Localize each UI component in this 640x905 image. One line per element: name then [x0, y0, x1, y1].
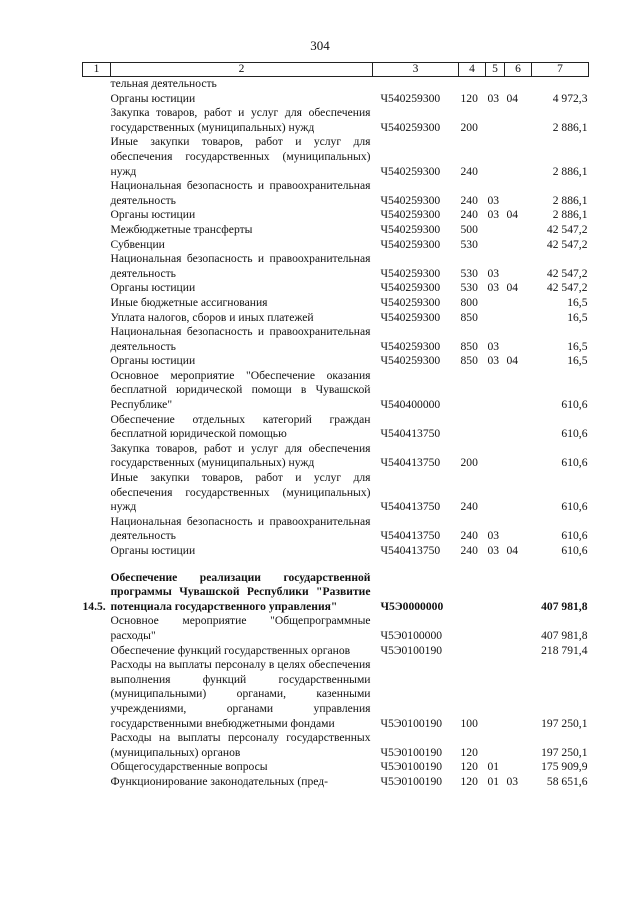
expense-type-cell: 240	[460, 208, 478, 222]
section-cell	[486, 614, 505, 643]
target-code-cell: Ч540413750	[380, 529, 441, 543]
amount-cell: 58 651,6	[546, 774, 588, 788]
amount-cell: 16,5	[567, 339, 588, 353]
row-name-cell: Органы юстиции	[110, 544, 196, 557]
table-row	[83, 775, 589, 790]
row-number-cell	[83, 179, 111, 208]
table-row	[83, 106, 589, 135]
amount-cell: 610,6	[561, 544, 588, 557]
expense-type-cell	[459, 369, 486, 413]
table-row	[83, 311, 589, 326]
subsection-cell	[505, 442, 532, 471]
table-row	[83, 471, 589, 515]
row-number-cell	[83, 544, 111, 559]
amount-cell: 175 909,9	[541, 760, 588, 774]
target-code-cell: Ч540259300	[380, 266, 441, 280]
row-number-cell	[83, 658, 111, 731]
row-number-cell	[83, 106, 111, 135]
header-cell: 5	[486, 63, 505, 77]
row-name-cell: Общегосударственные вопросы	[110, 760, 268, 774]
subsection-cell: 04	[506, 281, 519, 295]
table-row	[83, 644, 589, 659]
target-code-cell: Ч5Э0100190	[380, 745, 443, 759]
expense-type-cell: 240	[460, 193, 478, 207]
row-number-cell	[83, 311, 111, 326]
row-number-cell	[83, 325, 111, 354]
expense-type-cell: 500	[460, 222, 478, 236]
expense-type-cell: 800	[460, 295, 478, 309]
row-name-cell: Уплата налогов, сборов и иных платежей	[110, 310, 314, 324]
target-code-cell: Ч540259300	[380, 120, 441, 134]
expense-type-cell: 530	[460, 237, 478, 251]
amount-cell: 218 791,4	[541, 643, 588, 657]
amount-cell	[532, 77, 589, 92]
target-code-cell: Ч540259300	[380, 91, 441, 105]
subsection-cell	[505, 571, 532, 615]
row-name-cell: Национальная безопасность и правоохранительная деятельность	[110, 179, 371, 207]
subsection-cell	[505, 135, 532, 179]
row-number-cell	[83, 369, 111, 413]
amount-cell: 610,6	[561, 456, 588, 470]
expense-type-cell	[459, 614, 486, 643]
budget-table	[82, 62, 589, 790]
table-row	[83, 515, 589, 544]
page-number: 304	[310, 38, 330, 53]
subsection-cell	[505, 658, 532, 731]
target-code-cell: Ч5Э0100190	[380, 643, 443, 657]
target-code-cell: Ч540413750	[380, 544, 441, 557]
expense-type-cell	[459, 571, 486, 615]
section-cell	[486, 731, 505, 760]
target-code-cell: Ч540259300	[380, 339, 441, 353]
subsection-cell	[505, 760, 532, 775]
amount-cell: 16,5	[567, 310, 588, 324]
section-cell	[486, 77, 505, 92]
row-name-cell: Субвенции	[110, 237, 165, 251]
section-cell	[486, 135, 505, 179]
header-cell: 1	[83, 63, 111, 77]
expense-type-cell: 120	[460, 91, 478, 105]
table-row	[83, 369, 589, 413]
section-cell	[486, 442, 505, 471]
subsection-cell	[505, 106, 532, 135]
expense-type-cell: 240	[460, 164, 478, 178]
amount-cell: 197 250,1	[541, 745, 588, 759]
amount-cell: 197 250,1	[541, 716, 588, 730]
section-cell: 03	[487, 529, 500, 543]
row-number-cell	[83, 614, 111, 643]
row-name-cell: Органы юстиции	[110, 281, 196, 295]
subsection-cell	[505, 614, 532, 643]
row-name-cell: Национальная безопасность и правоохранительная деятельность	[110, 252, 371, 280]
section-cell: 03	[487, 354, 500, 368]
expense-type-cell: 120	[460, 760, 478, 774]
subsection-cell: 04	[506, 208, 519, 222]
target-code-cell	[373, 77, 459, 92]
table-row	[83, 571, 589, 615]
expense-type-cell: 200	[460, 456, 478, 470]
expense-type-cell: 850	[460, 339, 478, 353]
table-row	[83, 179, 589, 208]
amount-cell: 407 981,8	[541, 599, 588, 613]
target-code-cell: Ч5Э0100000	[380, 628, 443, 642]
table-row	[83, 544, 589, 559]
row-number-cell	[83, 644, 111, 659]
row-name-cell: Иные закупки товаров, работ и услуг для обеспечения государственных (муниципальных) нужд	[110, 135, 371, 178]
target-code-cell: Ч5Э0100190	[380, 760, 443, 774]
spacer-cell	[83, 559, 589, 571]
target-code-cell: Ч540259300	[380, 164, 441, 178]
row-number-cell	[83, 760, 111, 775]
row-name-cell: Закупка товаров, работ и услуг для обеспечения государственных (муниципальных) нужд	[110, 441, 371, 470]
subsection-cell	[505, 325, 532, 354]
subsection-cell	[505, 471, 532, 515]
section-cell	[486, 658, 505, 731]
amount-cell: 610,6	[561, 398, 588, 412]
row-number-cell	[83, 515, 111, 544]
target-code-cell: Ч5Э0100190	[380, 716, 443, 730]
row-number-cell	[83, 442, 111, 471]
target-code-cell: Ч540259300	[380, 354, 441, 368]
target-code-cell: Ч5Э0100190	[380, 774, 443, 788]
amount-cell: 42 547,2	[546, 281, 588, 295]
table-row	[83, 281, 589, 296]
section-cell	[486, 413, 505, 442]
table-row	[83, 354, 589, 369]
target-code-cell: Ч540413750	[380, 456, 441, 470]
row-number-cell	[83, 135, 111, 179]
row-name-cell: Расходы на выплаты персоналу в целях обеспечения выполнения функций государственными (муниципальными) органами, казенными учреждениями, органами управления государственными внебюджетными фондами	[110, 658, 371, 730]
subsection-cell: 04	[506, 544, 519, 557]
section-cell: 03	[487, 193, 500, 207]
row-number-cell	[83, 77, 111, 92]
amount-cell: 2 886,1	[552, 208, 588, 222]
row-name-cell: тельная деятельность	[110, 77, 217, 90]
target-code-cell: Ч5Э0000000	[380, 599, 444, 613]
amount-cell: 42 547,2	[546, 266, 588, 280]
table-row	[83, 208, 589, 223]
section-cell	[486, 369, 505, 413]
subsection-cell	[505, 252, 532, 281]
row-name-cell: Основное мероприятие "Общепрограммные расходы"	[110, 614, 371, 642]
section-cell	[486, 471, 505, 515]
row-name-cell: Национальная безопасность и правоохранительная деятельность	[110, 325, 371, 353]
table-row	[83, 92, 589, 107]
expense-type-cell: 120	[460, 745, 478, 759]
table-body	[83, 77, 589, 790]
row-name-cell: Расходы на выплаты персоналу государственных (муниципальных) органов	[110, 731, 371, 759]
amount-cell: 16,5	[567, 295, 588, 309]
table-row	[83, 442, 589, 471]
row-number-cell	[83, 208, 111, 223]
section-cell: 01	[487, 774, 500, 788]
row-number-cell	[83, 471, 111, 515]
amount-cell: 2 886,1	[552, 164, 588, 178]
table-row	[83, 325, 589, 354]
row-name-cell: Обеспечение реализации государственной программы Чувашской Республики "Развитие потенциала государственного управления"	[110, 570, 371, 613]
header-cell: 6	[505, 63, 532, 77]
section-cell	[486, 223, 505, 238]
row-number-cell	[83, 775, 111, 790]
row-name-cell: Обеспечение отдельных категорий граждан бесплатной юридической помощью	[110, 412, 371, 441]
expense-type-cell: 530	[460, 266, 478, 280]
subsection-cell	[505, 731, 532, 760]
table-row	[83, 252, 589, 281]
section-cell	[486, 571, 505, 615]
section-cell: 03	[487, 266, 500, 280]
subsection-cell	[505, 413, 532, 442]
row-number-cell	[83, 92, 111, 107]
section-cell	[486, 311, 505, 326]
row-name-cell: Обеспечение функций государственных органов	[110, 643, 351, 657]
row-number-cell	[83, 252, 111, 281]
section-cell	[486, 644, 505, 659]
row-number-cell	[83, 296, 111, 311]
amount-cell: 610,6	[561, 427, 588, 441]
row-number-cell: 14.5.	[82, 599, 106, 613]
row-number-cell	[83, 354, 111, 369]
amount-cell: 16,5	[567, 354, 588, 368]
header-cell: 7	[532, 63, 589, 77]
section-cell: 03	[487, 281, 500, 295]
row-number-cell	[83, 238, 111, 253]
subsection-cell	[505, 77, 532, 92]
expense-type-cell: 240	[460, 544, 478, 557]
subsection-cell	[505, 644, 532, 659]
target-code-cell: Ч540400000	[380, 398, 441, 412]
row-name-cell: Национальная безопасность и правоохранительная деятельность	[110, 514, 371, 543]
row-name-cell: Иные бюджетные ассигнования	[110, 295, 268, 309]
target-code-cell: Ч540259300	[380, 237, 441, 251]
subsection-cell	[505, 369, 532, 413]
section-cell: 03	[487, 339, 500, 353]
table-row	[83, 731, 589, 760]
table-row	[83, 760, 589, 775]
expense-type-cell: 240	[460, 529, 478, 543]
amount-cell: 4 972,3	[552, 91, 588, 105]
table-row	[83, 77, 589, 92]
subsection-cell: 04	[506, 91, 519, 105]
target-code-cell: Ч540259300	[380, 208, 441, 222]
budget-table-container	[82, 62, 588, 790]
row-name-cell: Органы юстиции	[110, 91, 196, 105]
subsection-cell: 03	[506, 774, 519, 788]
target-code-cell: Ч540413750	[380, 427, 441, 441]
row-number-cell	[83, 223, 111, 238]
row-name-cell: Иные закупки товаров, работ и услуг для обеспечения государственных (муниципальных) нужд	[110, 471, 371, 514]
section-cell	[486, 106, 505, 135]
subsection-cell: 04	[506, 354, 519, 368]
subsection-cell	[505, 311, 532, 326]
section-cell	[486, 238, 505, 253]
table-row	[83, 238, 589, 253]
expense-type-cell: 850	[460, 310, 478, 324]
amount-cell: 407 981,8	[541, 628, 588, 642]
expense-type-cell	[459, 413, 486, 442]
table-row	[83, 614, 589, 643]
row-name-cell: Межбюджетные трансферты	[110, 222, 253, 236]
row-name-cell: Закупка товаров, работ и услуг для обеспечения государственных (муниципальных) нужд	[110, 106, 371, 134]
target-code-cell: Ч540259300	[380, 222, 441, 236]
target-code-cell: Ч540413750	[380, 500, 441, 514]
header-cell: 2	[111, 63, 373, 77]
table-header-row	[83, 63, 589, 77]
subsection-cell	[505, 296, 532, 311]
section-cell: 01	[487, 760, 500, 774]
table-row	[83, 296, 589, 311]
amount-cell: 2 886,1	[552, 193, 588, 207]
subsection-cell	[505, 238, 532, 253]
section-cell	[486, 296, 505, 311]
section-cell: 03	[487, 544, 500, 557]
target-code-cell: Ч540259300	[380, 193, 441, 207]
table-spacer-row	[83, 559, 589, 571]
row-name-cell: Органы юстиции	[110, 208, 196, 222]
target-code-cell: Ч540259300	[380, 281, 441, 295]
amount-cell: 610,6	[561, 529, 588, 543]
section-cell: 03	[487, 208, 500, 222]
amount-cell: 42 547,2	[546, 222, 588, 236]
table-row	[83, 223, 589, 238]
table-row	[83, 658, 589, 731]
amount-cell: 42 547,2	[546, 237, 588, 251]
subsection-cell	[505, 179, 532, 208]
row-name-cell: Органы юстиции	[110, 354, 196, 368]
expense-type-cell: 200	[460, 120, 478, 134]
subsection-cell	[505, 223, 532, 238]
expense-type-cell	[459, 77, 486, 92]
amount-cell: 2 886,1	[552, 120, 588, 134]
amount-cell: 610,6	[561, 500, 588, 514]
section-cell: 03	[487, 91, 500, 105]
subsection-cell	[505, 515, 532, 544]
target-code-cell: Ч540259300	[380, 295, 441, 309]
row-number-cell	[83, 413, 111, 442]
row-name-cell: Функционирование законодательных (пред-	[110, 774, 328, 788]
expense-type-cell: 850	[460, 354, 478, 368]
expense-type-cell: 240	[460, 500, 478, 514]
expense-type-cell: 120	[460, 774, 478, 788]
row-name-cell: Основное мероприятие "Обеспечение оказания бесплатной юридической помощи в Чувашской Республике"	[110, 368, 371, 412]
expense-type-cell: 100	[460, 716, 478, 730]
table-row	[83, 135, 589, 179]
row-number-cell	[83, 731, 111, 760]
header-cell: 4	[459, 63, 486, 77]
row-number-cell	[83, 281, 111, 296]
expense-type-cell	[459, 644, 486, 659]
target-code-cell: Ч540259300	[380, 310, 441, 324]
header-cell: 3	[373, 63, 459, 77]
expense-type-cell: 530	[460, 281, 478, 295]
table-row	[83, 413, 589, 442]
